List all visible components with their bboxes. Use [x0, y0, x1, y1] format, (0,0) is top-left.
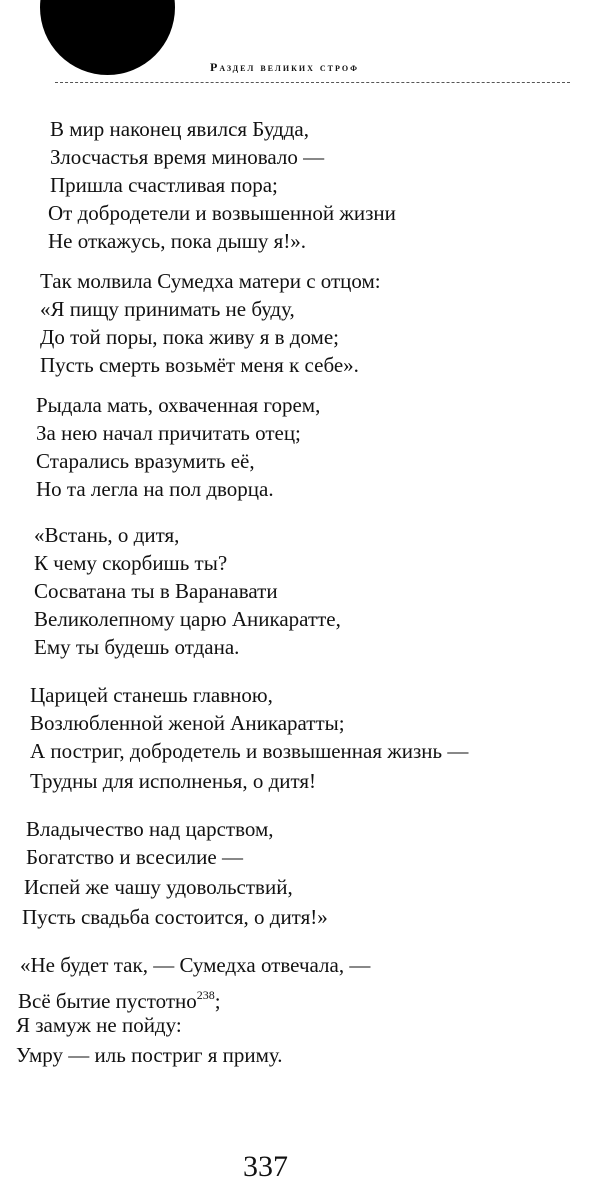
poem-line: Возлюбленной женой Аникаратты;	[30, 711, 345, 735]
poem-line: Царицей станешь главною,	[30, 683, 273, 707]
scan-smudge	[40, 0, 175, 75]
poem-line-text: Всё бытие пустотно	[18, 989, 197, 1013]
poem-line: Умру — иль постриг я приму.	[16, 1043, 283, 1067]
poem-line: Пусть свадьба состоится, о дитя!»	[22, 905, 328, 929]
poem-line: А постриг, добродетель и возвышенная жизнь —	[30, 739, 469, 763]
poem-line: От добродетели и возвышенной жизни	[48, 201, 396, 225]
poem-line: Старались вразумить её,	[36, 449, 255, 473]
poem-line: Рыдала мать, охваченная горем,	[36, 393, 321, 417]
poem-line: Пусть смерть возьмёт меня к себе».	[40, 353, 359, 377]
poem-line: Я замуж не пойду:	[16, 1013, 182, 1037]
poem-line: Богатство и всесилие —	[26, 845, 243, 869]
poem-line: Великолепному царю Аникаратте,	[34, 607, 341, 631]
footnote-ref[interactable]: 238	[196, 988, 215, 1002]
poem-line: Сосватана ты в Варанавати	[34, 579, 278, 603]
poem-line: Испей же чашу удовольствий,	[24, 875, 293, 899]
poem-line: «Не будет так, — Сумедха отвечала, —	[20, 953, 371, 977]
poem-line: За нею начал причитать отец;	[36, 421, 301, 445]
poem-line: Так молвила Сумедха матери с отцом:	[40, 269, 381, 293]
poem-line: «Встань, о дитя,	[34, 523, 180, 547]
page-number: 337	[243, 1150, 288, 1183]
running-head: Раздел великих строф	[210, 60, 360, 74]
poem-line: «Я пищу принимать не буду,	[40, 297, 295, 321]
poem-line: До той поры, пока живу я в доме;	[40, 325, 340, 349]
poem-line: Трудны для исполненья, о дитя!	[30, 769, 317, 793]
poem-line: Не откажусь, пока дышу я!».	[48, 229, 307, 253]
poem-line-with-footnote	[18, 981, 221, 1015]
poem-line-suffix: ;	[214, 989, 221, 1013]
poem-line: Пришла счастливая пора;	[50, 173, 278, 197]
poem-line: Владычество над царством,	[26, 817, 274, 841]
poem-line: Ему ты будешь отдана.	[34, 635, 240, 659]
poem-line: Злосчастья время миновало —	[50, 145, 325, 169]
poem-line: Но та легла на пол дворца.	[36, 477, 274, 501]
poem-line: К чему скорбишь ты?	[34, 551, 228, 575]
header-rule	[55, 82, 570, 83]
poem-line: В мир наконец явился Будда,	[50, 117, 309, 141]
